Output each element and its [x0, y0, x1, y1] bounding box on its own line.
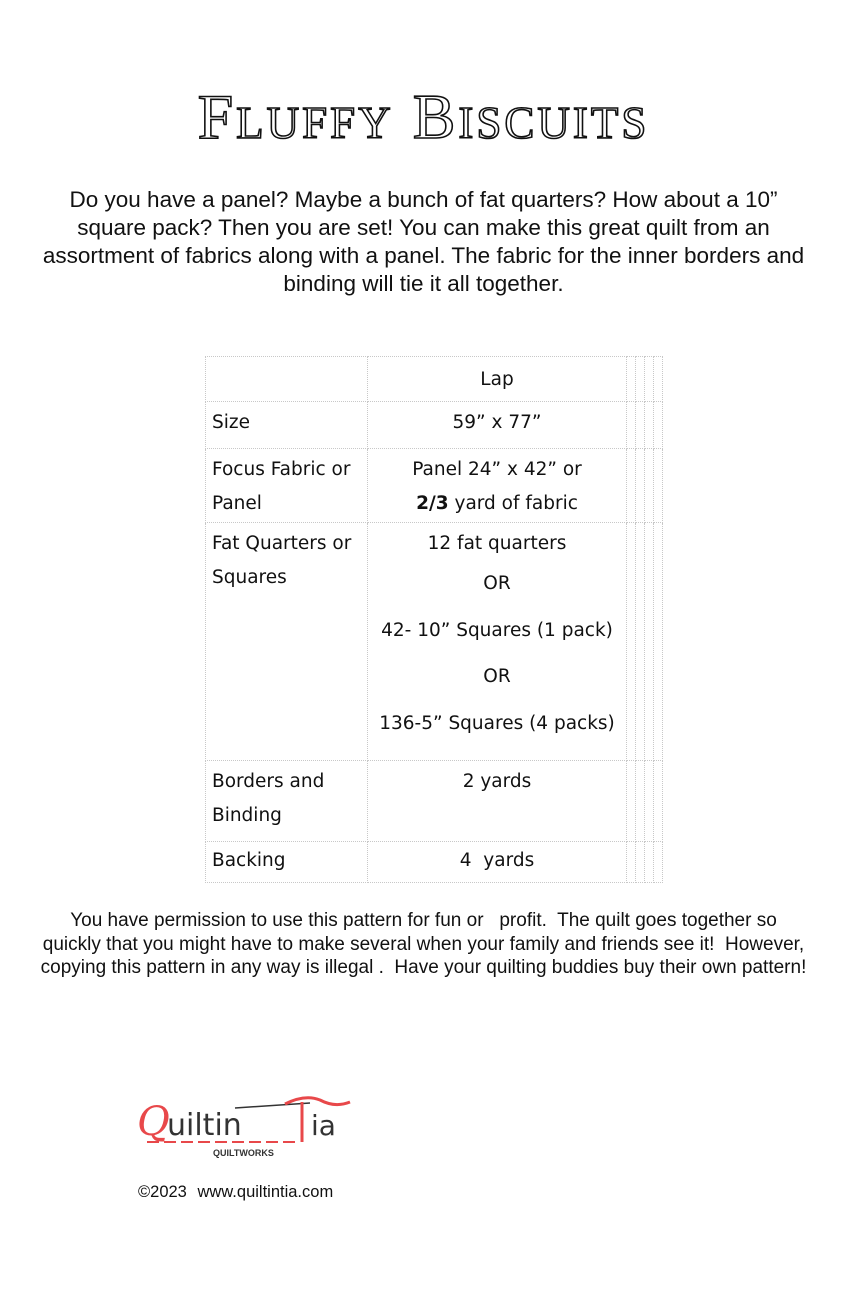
row-value: 2 yards	[368, 761, 627, 842]
row-value: 59” x 77”	[368, 402, 627, 449]
table-row	[206, 842, 663, 883]
row-value-line: Panel 24” x 42” or	[412, 459, 582, 480]
fabric-requirements-table	[205, 356, 663, 883]
logo-word1: uiltin	[167, 1108, 242, 1143]
logo-tagline: QUILTWORKS	[213, 1148, 274, 1158]
footer	[138, 1183, 333, 1202]
row-value-line: 42- 10” Squares (1 pack)	[381, 619, 613, 641]
page-title: Fluffy Biscuits	[197, 81, 650, 152]
intro-paragraph	[40, 186, 807, 298]
logo-graphic	[135, 1090, 365, 1160]
row-label: Focus Fabric or Panel	[206, 449, 368, 523]
table-row	[206, 449, 663, 523]
website-link[interactable]: www.quiltintia.com	[197, 1183, 334, 1201]
row-label: Fat Quarters or Squares	[206, 523, 368, 761]
bold-fraction: 2/3	[416, 493, 449, 514]
row-label: Backing	[206, 842, 368, 883]
row-value-line	[374, 487, 620, 521]
row-value-line: 12 fat quarters	[427, 533, 567, 554]
copyright-notice: You have permission to use this pattern for fun or profit. The quilt goes together so quickly that you might have to make several when your family and friends see it! However, copying this pattern in any way is illegal . Have your quilting buddies buy their own pattern!	[40, 910, 810, 978]
row-value-line: 136-5” Squares (4 packs)	[379, 712, 615, 734]
table-row	[206, 402, 663, 449]
row-value	[368, 523, 627, 761]
table-header-row	[206, 357, 663, 402]
row-value-rest: yard of fabric	[448, 493, 578, 514]
logo-word2: ia	[311, 1109, 336, 1142]
copyright-year: ©2023	[138, 1183, 187, 1201]
row-value	[368, 449, 627, 523]
table-row	[206, 523, 663, 761]
row-value: 4 yards	[368, 842, 627, 883]
row-value-line: OR	[483, 573, 511, 594]
table-row	[206, 761, 663, 842]
header-empty	[206, 357, 368, 402]
intro-text: Do you have a panel? Maybe a bunch of fat quarters? How about a 10” square pack? Then you are set! You can make this great quilt from an assortment of fabrics along with a panel. The fabric for the inner borders and binding will tie it all together.	[42, 187, 805, 296]
row-label: Size	[206, 402, 368, 449]
header-lap: Lap	[368, 357, 627, 402]
quiltin-tia-logo	[135, 1090, 365, 1165]
logo-letter-q: Q	[137, 1099, 170, 1145]
row-value-line: OR	[483, 666, 511, 687]
row-label: Borders and Binding	[206, 761, 368, 842]
